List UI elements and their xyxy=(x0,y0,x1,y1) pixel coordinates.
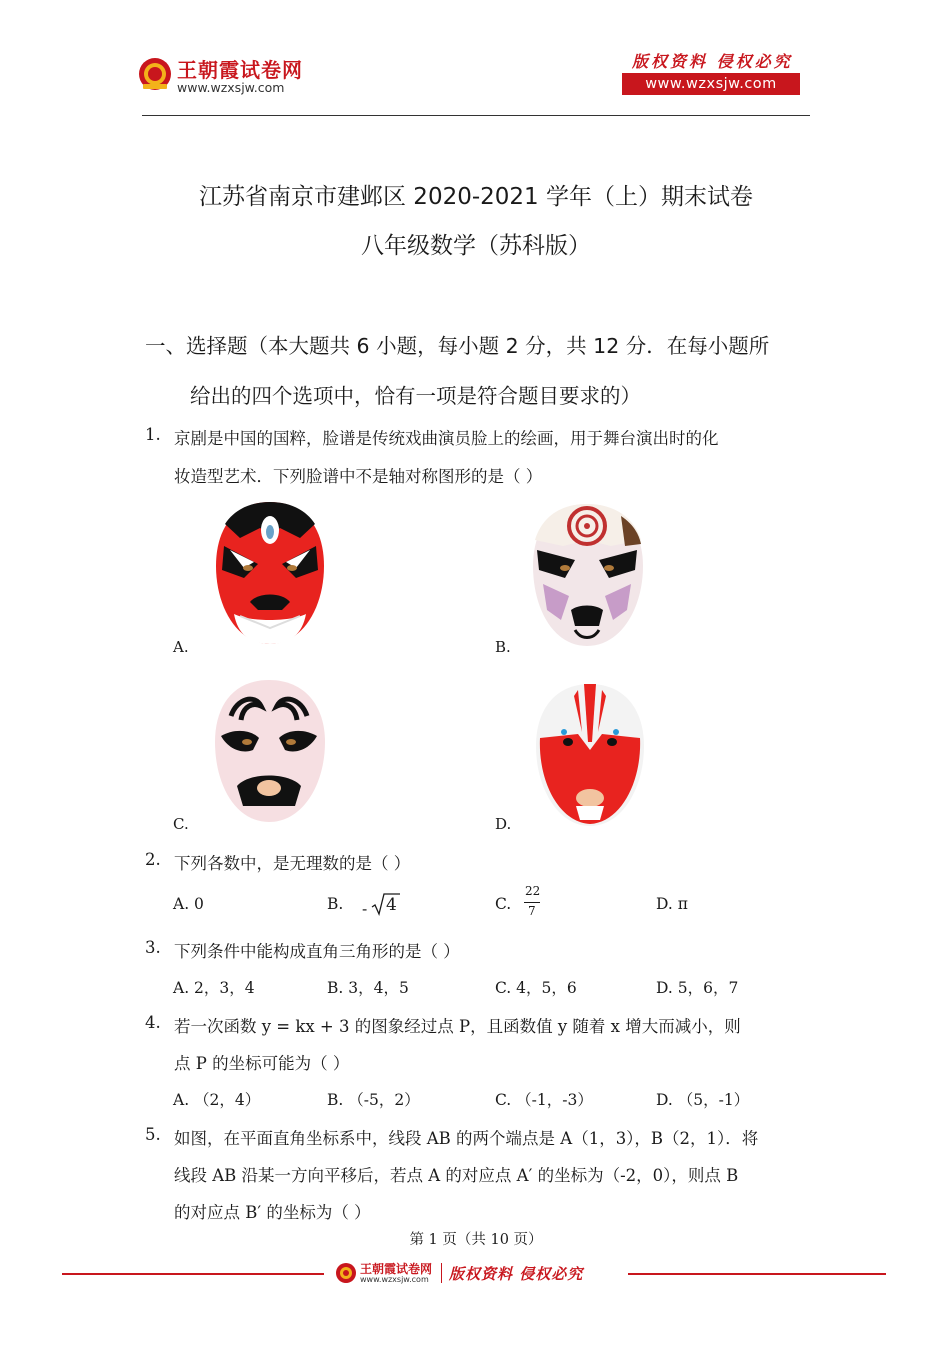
q4-option-b: B. （-5，2） xyxy=(327,1091,420,1109)
q5-number: 5. xyxy=(145,1125,161,1144)
q4-option-a: A. （2，4） xyxy=(173,1091,261,1109)
q2-option-c-denominator: 7 xyxy=(528,904,536,918)
header-logo xyxy=(137,52,317,97)
q2-number: 2. xyxy=(145,850,161,869)
mask-a-image xyxy=(210,498,330,648)
section-heading-cont: 给出的四个选项中，恰有一项是符合题目要求的） xyxy=(190,384,641,408)
q2-stem: 下列各数中，是无理数的是（ ） xyxy=(174,854,411,873)
q2-option-d: D. π xyxy=(656,895,688,913)
q3-stem: 下列条件中能构成直角三角形的是（ ） xyxy=(174,942,460,961)
q1-option-d-label: D. xyxy=(495,815,512,833)
footer-logo-emblem-icon xyxy=(335,1262,357,1284)
logo-emblem-icon xyxy=(137,56,173,92)
q5-line1: 如图，在平面直角坐标系中，线段 AB 的两个端点是 A（1，3），B（2，1）．将 xyxy=(174,1129,759,1148)
section-heading: 一、选择题（本大题共 6 小题，每小题 2 分，共 12 分．在每小题所 xyxy=(145,334,770,358)
q5-line2: 线段 AB 沿某一方向平移后，若点 A 的对应点 A′ 的坐标为（-2，0），则点 B xyxy=(174,1166,739,1185)
footer-logo-url: www.wzxsjw.com xyxy=(360,1275,429,1284)
q2-option-b-label: B. xyxy=(327,895,344,913)
q3-option-c: C. 4，5，6 xyxy=(495,979,577,997)
q4-option-d: D. （5，-1） xyxy=(656,1091,750,1109)
page-number: 第 1 页（共 10 页） xyxy=(409,1232,543,1248)
mask-c-image xyxy=(207,676,332,826)
header-divider xyxy=(142,115,810,116)
q2-option-c-label: C. xyxy=(495,895,512,913)
footer-line-right xyxy=(628,1273,886,1275)
q3-option-d: D. 5，6，7 xyxy=(656,979,739,997)
footer-slogan: 版权资料 侵权必究 xyxy=(449,1265,584,1283)
q1-line2: 妆造型艺术．下列脸谱中不是轴对称图形的是（ ） xyxy=(174,467,543,486)
q1-option-b-label: B. xyxy=(495,638,511,656)
header-slogan: 版权资料 侵权必究 xyxy=(632,52,793,71)
mask-d-image xyxy=(530,680,650,830)
q2-option-c-fraction-bar xyxy=(524,902,540,903)
q1-option-c-label: C. xyxy=(173,815,189,833)
q3-number: 3. xyxy=(145,938,161,957)
page-title: 江苏省南京市建邺区 2020-2021 学年（上）期末试卷 xyxy=(199,184,753,210)
q2-option-b xyxy=(327,892,417,920)
q2-option-b-minus: - xyxy=(362,900,368,918)
q2-option-b-radicand: 4 xyxy=(386,895,397,915)
header-site-url[interactable]: www.wzxsjw.com xyxy=(622,73,800,95)
q4-line2: 点 P 的坐标可能为（ ） xyxy=(174,1054,350,1073)
q2-option-a: A. 0 xyxy=(173,895,204,913)
footer-line-left xyxy=(62,1273,324,1275)
q4-option-c: C. （-1，-3） xyxy=(495,1091,593,1109)
q4-line1: 若一次函数 y = kx + 3 的图象经过点 P，且函数值 y 随着 x 增大而减小，则 xyxy=(174,1017,741,1036)
mask-b-image xyxy=(525,500,650,650)
logo-name: 王朝霞试卷网 xyxy=(177,58,303,82)
q5-line3: 的对应点 B′ 的坐标为（ ） xyxy=(174,1203,371,1222)
footer-logo-name: 王朝霞试卷网 xyxy=(360,1262,433,1276)
q3-option-a: A. 2，3，4 xyxy=(173,979,255,997)
q1-line1: 京剧是中国的国粹，脸谱是传统戏曲演员脸上的绘画，用于舞台演出时的化 xyxy=(174,429,719,448)
q4-number: 4. xyxy=(145,1013,161,1032)
q2-option-c-numerator: 22 xyxy=(525,884,541,898)
footer-brand xyxy=(335,1260,625,1288)
q3-option-b: B. 3，4，5 xyxy=(327,979,409,997)
page-subtitle: 八年级数学（苏科版） xyxy=(361,233,591,259)
logo-url: www.wzxsjw.com xyxy=(177,80,285,95)
q1-number: 1. xyxy=(145,425,161,444)
footer-divider xyxy=(441,1263,442,1283)
q1-option-a-label: A. xyxy=(173,638,189,656)
q2-option-c xyxy=(495,884,555,924)
